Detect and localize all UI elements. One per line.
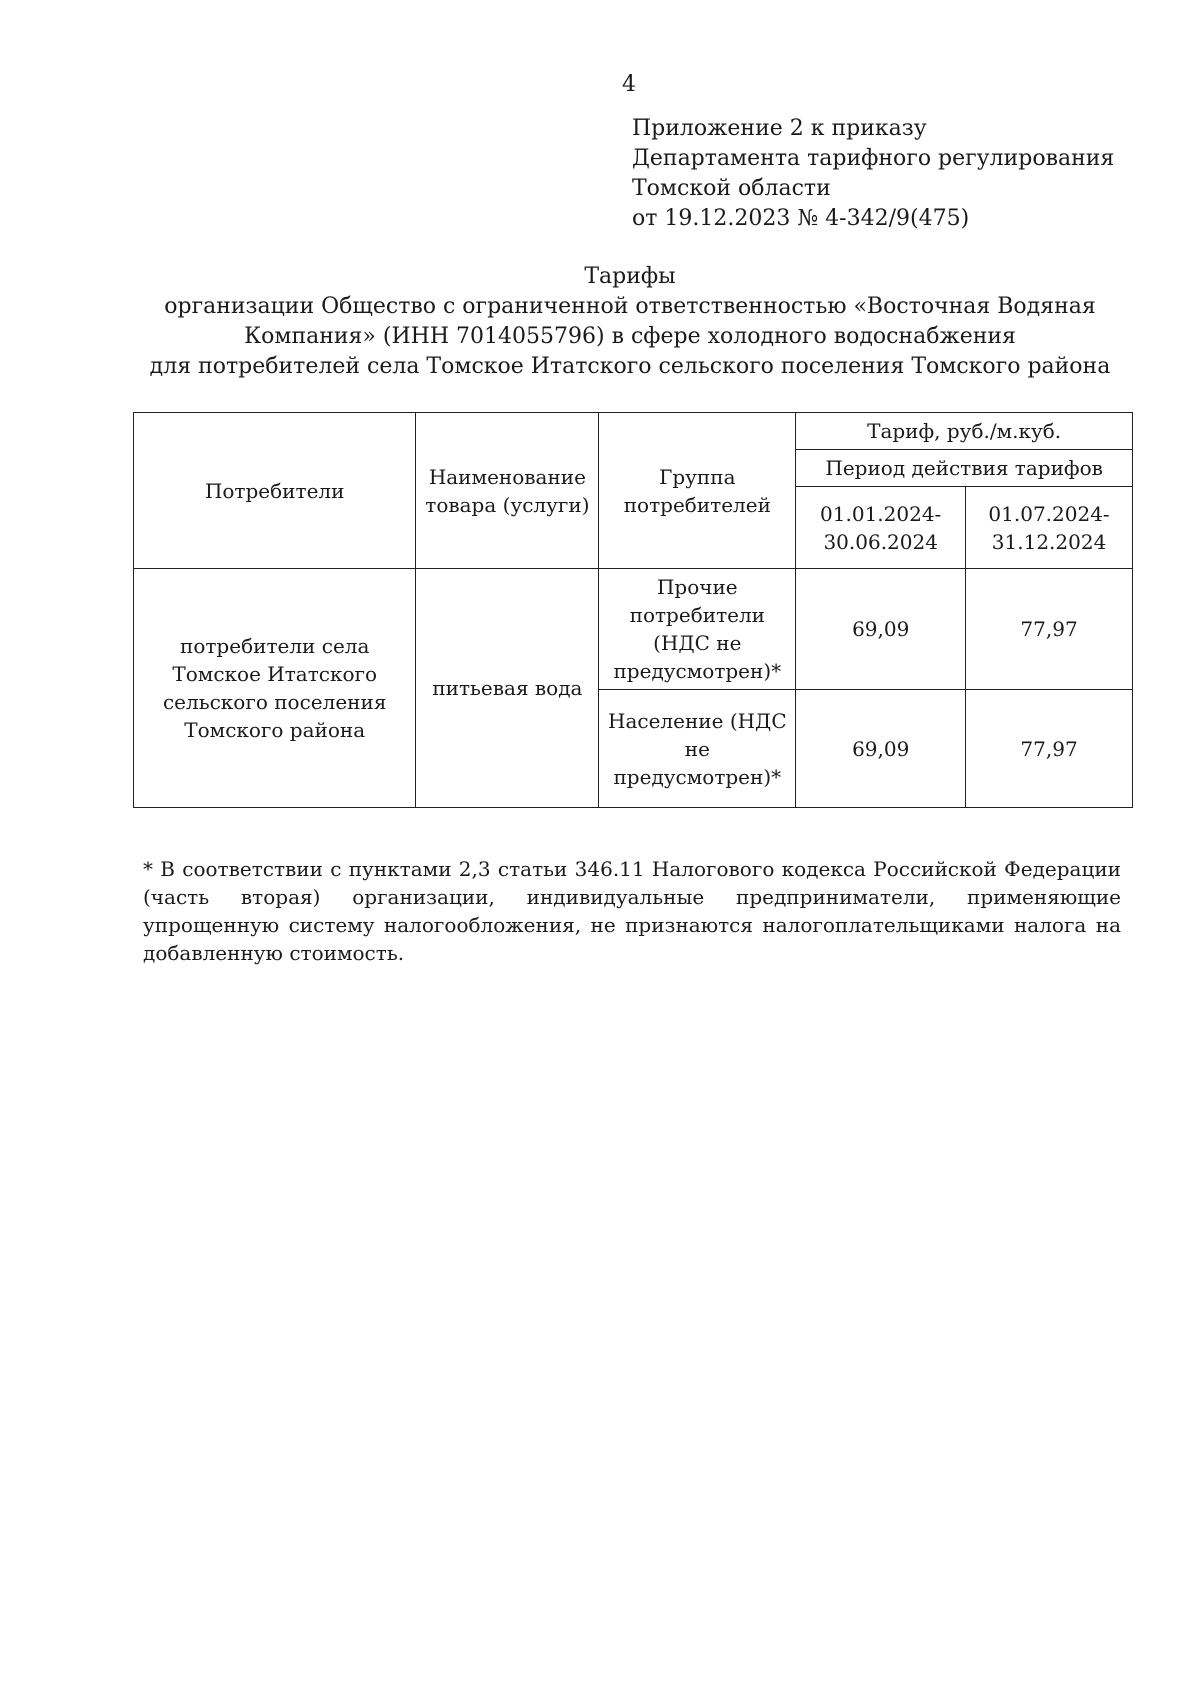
appendix-line: Томской области — [632, 176, 831, 201]
cell-group: Население (НДС не предусмотрен)* — [599, 690, 796, 808]
cell-value-period-1: 69,09 — [796, 690, 966, 808]
appendix-line: Департамента тарифного регулирования — [632, 146, 1115, 171]
title-line: Компания» (ИНН 7014055796) в сфере холодного водоснабжения — [244, 324, 1016, 349]
footnote: * В соответствии с пунктами 2,3 статьи 346.11 Налогового кодекса Российской Федерации (часть вторая) организации, индивидуальные предприниматели, применяющие упрощенную систему налогообложения, не признаются налогоплательщиками налога на добавленную стоимость. — [143, 857, 1121, 965]
appendix-line: от 19.12.2023 № 4-342/9(475) — [632, 206, 970, 231]
appendix-reference — [632, 114, 1114, 234]
document-title — [130, 262, 1130, 382]
header-group: Группа потребителей — [599, 413, 796, 569]
cell-value-period-2: 77,97 — [966, 690, 1133, 808]
cell-group: Прочие потребители (НДС не предусмотрен)* — [599, 569, 796, 690]
cell-value-period-1: 69,09 — [796, 569, 966, 690]
header-period-2: 01.07.2024-31.12.2024 — [966, 487, 1133, 569]
cell-product: питьевая вода — [416, 569, 599, 808]
table-row — [134, 569, 1133, 690]
cell-value-period-2: 77,97 — [966, 569, 1133, 690]
title-line: для потребителей села Томское Итатского сельского поселения Томского района — [149, 354, 1111, 379]
header-product: Наименование товара (услуги) — [416, 413, 599, 569]
header-consumers: Потребители — [134, 413, 416, 569]
header-period: Период действия тарифов — [796, 450, 1133, 487]
title-line: организации Общество с ограниченной ответственностью «Восточная Водяная — [164, 294, 1096, 319]
page-number: 4 — [622, 72, 636, 97]
header-tariff: Тариф, руб./м.куб. — [796, 413, 1133, 450]
table-header-row — [134, 413, 1133, 450]
title-line: Тарифы — [584, 264, 676, 289]
appendix-line: Приложение 2 к приказу — [632, 116, 927, 141]
tariff-table — [133, 412, 1133, 808]
header-period-1: 01.01.2024-30.06.2024 — [796, 487, 966, 569]
cell-consumers: потребители села Томское Итатского сельского поселения Томского района — [134, 569, 416, 808]
